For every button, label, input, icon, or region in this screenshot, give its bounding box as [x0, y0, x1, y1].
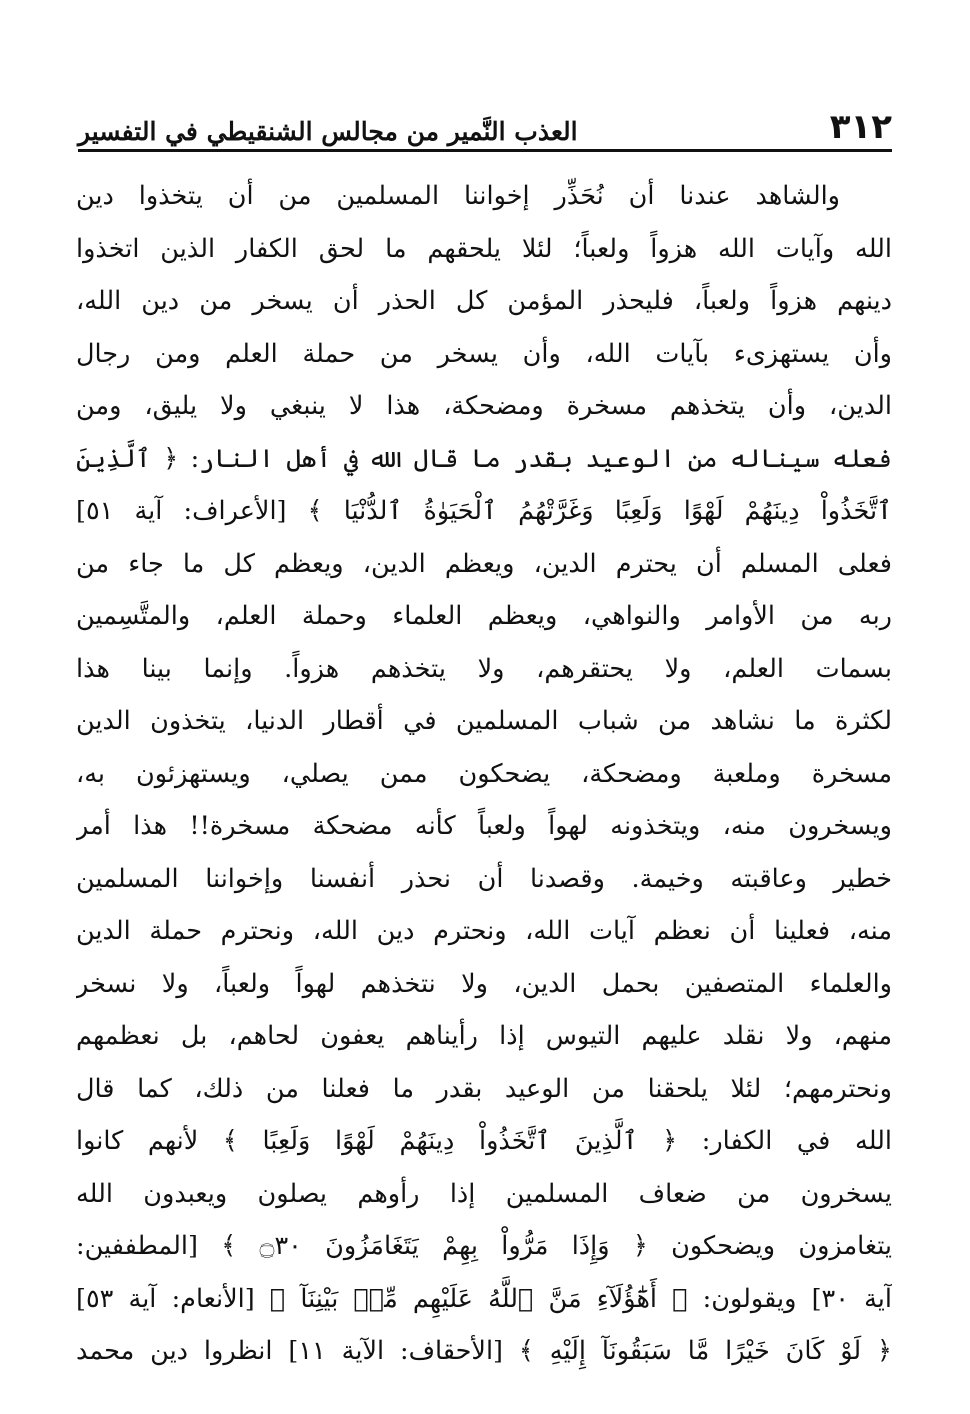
quran-verse-line: ﴿ لَوْ كَانَ خَيْرًا مَّا سَبَقُونَآ إِلَيْهِ ﴾ [الأحقاف: الآية ١١] انظروا دين محمد	[76, 1336, 892, 1366]
text-line: منه، فعلينا أن نعظم آيات الله، ونحترم دين الله، ونحترم حملة الدين	[76, 916, 892, 946]
text-line: الله وآيات الله هزواً ولعباً؛ لئلا يلحقهم ما لحق الكفار الذين اتخذوا	[76, 233, 892, 264]
text-line: خطير وعاقبته وخيمة. وقصدنا أن نحذر أنفسنا وإخواننا المسلمين	[76, 863, 892, 894]
text-line: مسخرة وملعبة ومضحكة، يضحكون ممن يصلي، ويستهزئون به،	[76, 758, 892, 789]
text-line: فعلى المسلم أن يحترم الدين، ويعظم الدين، ويعظم كل ما جاء من	[76, 548, 892, 579]
text-line: ونحترمهم؛ لئلا يلحقنا من الوعيد بقدر ما فعلنا من ذلك، كما قال	[76, 1073, 892, 1104]
running-title: العذب النَّمير من مجالس الشنقيطي في التفسير	[78, 117, 578, 146]
text-line: دينهم هزواً ولعباً، فليحذر المؤمن كل الحذر أن يسخر من دين الله،	[76, 286, 892, 316]
text-line: وأن يستهزىء بآيات الله، وأن يسخر من حملة العلم ومن رجال	[76, 338, 892, 369]
text-line: ربه من الأوامر والنواهي، ويعظم العلماء وحملة العلم، والمتَّسِمين	[76, 601, 892, 631]
page-number: ٣١٢	[829, 107, 892, 147]
text-line: الدين، وأن يتخذهم مسخرة ومضحكة، هذا لا ينبغي ولا يليق، ومن	[76, 391, 892, 421]
quran-verse-line: الله في الكفار: ﴿ ٱلَّذِينَ ٱتَّخَذُواْ دِينَهُمْ لَهْوًا وَلَعِبًا ﴾ لأنهم كانوا	[76, 1126, 892, 1156]
quran-verse-line: يتغامزون ويضحكون ﴿ وَإِذَا مَرُّواْ بِهِمْ يَتَغَامَزُونَ ۝٣٠ ﴾ [المطففين:	[76, 1231, 892, 1261]
text-line: والشاهد عندنا أن نُحَذِّر إخواننا المسلمين من أن يتخذوا دين	[76, 181, 840, 211]
running-header	[78, 98, 892, 147]
text-line: ويسخرون منه، ويتخذونه لهواً ولعباً كأنه مضحكة مسخرة!! هذا أمر	[76, 811, 892, 841]
text-line: لكثرة ما نشاهد من شباب المسلمين في أقطار الدنيا، يتخذون الدين	[76, 706, 892, 736]
body-text	[76, 170, 892, 1378]
text-line: بسمات العلم، ولا يحتقرهم، ولا يتخذهم هزواً. وإنما بينا هذا	[76, 653, 892, 684]
quran-verse-line: ٱتَّخَذُواْ دِينَهُمْ لَهْوًا وَلَعِبًا وَغَرَّتْهُمُ ٱلْحَيَوٰةُ ٱلدُّنْيَا ﴾ [الأعراف: آية ٥١]	[76, 496, 892, 526]
text-line: فعله سيناله من الوعيد بقدر ما قال الله في أهل النار: ﴿ ٱلَّذِينَ	[76, 443, 892, 474]
quran-verse-line: آية ٣٠] ويقولون: ﴿ أَهَٰٓؤُلَآءِ مَنَّ ٱللَّهُ عَلَيْهِم مِّنۢ بَيْنِنَآ ﴾ [الأنعام: آية ٥٣]	[76, 1283, 892, 1314]
text-line: والعلماء المتصفين بحمل الدين، ولا نتخذهم لهواً ولعباً، ولا نسخر	[76, 968, 892, 999]
header-divider	[78, 149, 892, 152]
text-line: يسخرون من ضعاف المسلمين إذا رأوهم يصلون ويعبدون الله	[76, 1178, 892, 1209]
text-line: منهم، ولا نقلد عليهم التيوس إذا رأيناهم يعفون لحاهم، بل نعظمهم	[76, 1021, 892, 1051]
